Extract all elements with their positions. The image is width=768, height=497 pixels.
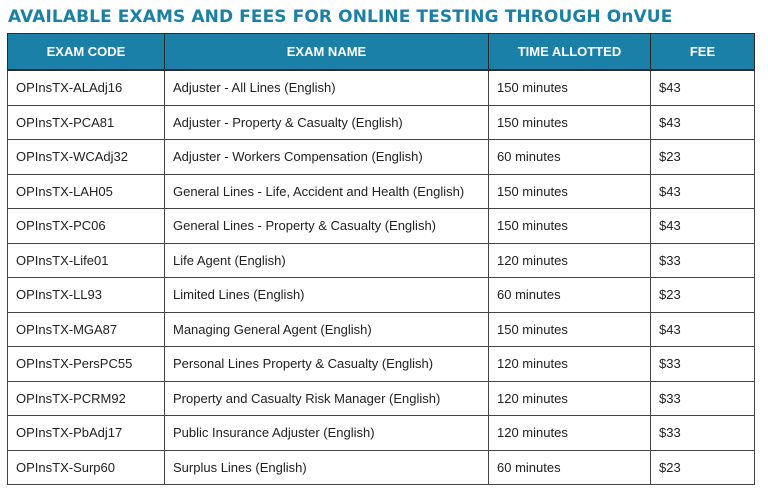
fee-cell: $23 [651,278,755,313]
exam-code-cell: OPInsTX-PbAdj17 [8,416,165,451]
fee-cell: $43 [651,70,755,105]
exam-code-cell: OPInsTX-Life01 [8,243,165,278]
time-allotted-cell: 120 minutes [489,347,651,382]
exam-name-cell: General Lines - Life, Accident and Health (English) [165,174,489,209]
fee-cell: $33 [651,416,755,451]
table-row [8,174,755,209]
exam-name-cell: Personal Lines Property & Casualty (English) [165,347,489,382]
exam-name-cell: Life Agent (English) [165,243,489,278]
exam-code-cell: OPInsTX-MGA87 [8,312,165,347]
exam-code-cell: OPInsTX-LAH05 [8,174,165,209]
time-allotted-cell: 120 minutes [489,381,651,416]
time-allotted-cell: 150 minutes [489,70,651,105]
time-allotted-cell: 150 minutes [489,105,651,140]
fee-cell: $43 [651,209,755,244]
exam-code-cell: OPInsTX-PersPC55 [8,347,165,382]
exam-name-cell: Public Insurance Adjuster (English) [165,416,489,451]
column-header-time-allotted: TIME ALLOTTED [489,34,651,71]
exam-name-cell: Adjuster - All Lines (English) [165,70,489,105]
time-allotted-cell: 120 minutes [489,416,651,451]
time-allotted-cell: 60 minutes [489,450,651,485]
table-row [8,209,755,244]
exam-code-cell: OPInsTX-LL93 [8,278,165,313]
exam-code-cell: OPInsTX-WCAdj32 [8,140,165,175]
exam-code-cell: OPInsTX-PCA81 [8,105,165,140]
table-row [8,243,755,278]
exam-fees-table [7,33,755,485]
table-row [8,450,755,485]
fee-cell: $23 [651,140,755,175]
fee-cell: $33 [651,243,755,278]
fee-cell: $23 [651,450,755,485]
time-allotted-cell: 60 minutes [489,278,651,313]
exam-name-cell: Surplus Lines (English) [165,450,489,485]
table-row [8,70,755,105]
column-header-exam-code: EXAM CODE [8,34,165,71]
exam-code-cell: OPInsTX-PC06 [8,209,165,244]
table-header-row [8,34,755,71]
table-row [8,140,755,175]
fee-cell: $43 [651,312,755,347]
exam-code-cell: OPInsTX-PCRM92 [8,381,165,416]
table-row [8,312,755,347]
exam-code-cell: OPInsTX-Surp60 [8,450,165,485]
fee-cell: $43 [651,105,755,140]
fee-cell: $43 [651,174,755,209]
table-row [8,347,755,382]
table-row [8,416,755,451]
exam-name-cell: General Lines - Property & Casualty (English) [165,209,489,244]
exam-code-cell: OPInsTX-ALAdj16 [8,70,165,105]
time-allotted-cell: 150 minutes [489,209,651,244]
fee-cell: $33 [651,347,755,382]
fee-cell: $33 [651,381,755,416]
exam-name-cell: Adjuster - Workers Compensation (English) [165,140,489,175]
time-allotted-cell: 150 minutes [489,312,651,347]
exam-name-cell: Property and Casualty Risk Manager (English) [165,381,489,416]
page-title: AVAILABLE EXAMS AND FEES FOR ONLINE TESTING THROUGH OnVUE [8,7,673,27]
exam-name-cell: Limited Lines (English) [165,278,489,313]
exam-name-cell: Managing General Agent (English) [165,312,489,347]
time-allotted-cell: 120 minutes [489,243,651,278]
table-row [8,381,755,416]
time-allotted-cell: 150 minutes [489,174,651,209]
column-header-fee: FEE [651,34,755,71]
exam-name-cell: Adjuster - Property & Casualty (English) [165,105,489,140]
time-allotted-cell: 60 minutes [489,140,651,175]
table-row [8,278,755,313]
table-row [8,105,755,140]
column-header-exam-name: EXAM NAME [165,34,489,71]
